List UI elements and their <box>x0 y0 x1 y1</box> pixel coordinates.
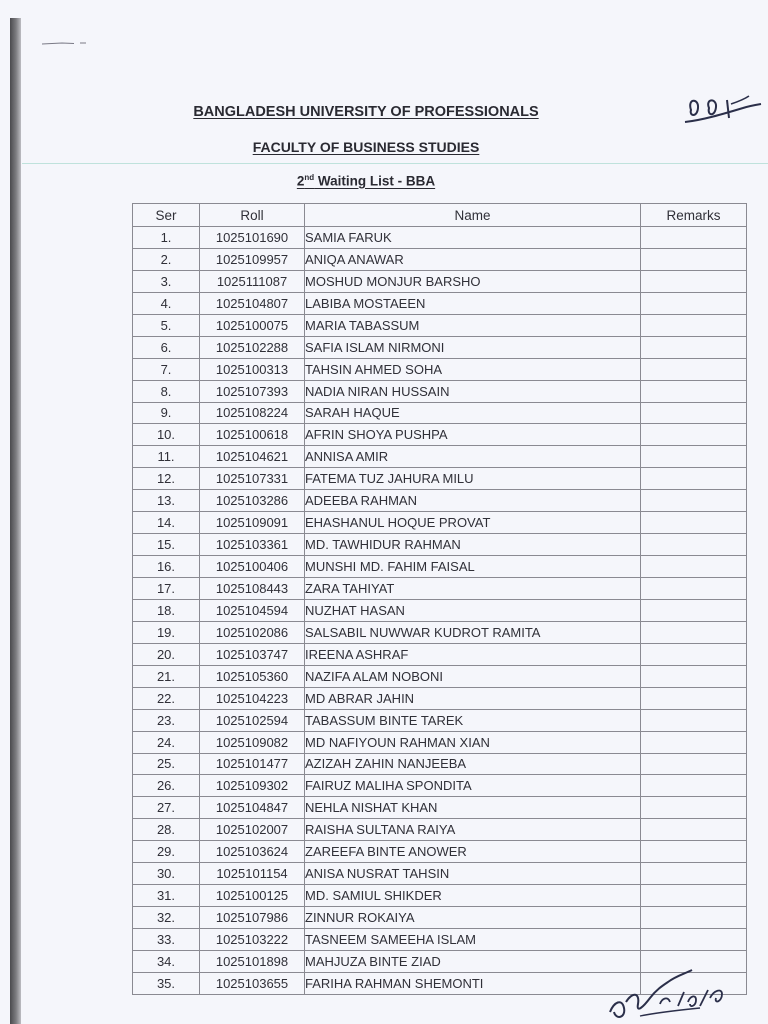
list-title-ordinal: 2 <box>296 173 305 189</box>
row-remarks <box>641 643 747 665</box>
row-serial: 14. <box>133 512 200 534</box>
row-serial: 26. <box>133 775 200 797</box>
table-row <box>133 578 747 600</box>
row-roll-number: 1025108443 <box>200 578 305 600</box>
table-row <box>133 929 747 951</box>
handwritten-page-number <box>683 92 763 134</box>
row-student-name: ZAREEFA BINTE ANOWER <box>305 841 641 863</box>
table-row <box>133 775 747 797</box>
row-student-name: AFRIN SHOYA PUSHPA <box>305 424 641 446</box>
table-row <box>133 468 747 490</box>
row-serial: 9. <box>133 402 200 424</box>
row-serial: 10. <box>133 424 200 446</box>
row-student-name: NEHLA NISHAT KHAN <box>305 797 641 819</box>
row-student-name: MD. SAMIUL SHIKDER <box>305 885 641 907</box>
row-roll-number: 1025109082 <box>200 731 305 753</box>
row-roll-number: 1025103624 <box>200 841 305 863</box>
row-remarks <box>641 424 747 446</box>
scan-binding-edge <box>10 18 21 1024</box>
table-row <box>133 512 747 534</box>
row-roll-number: 1025103286 <box>200 490 305 512</box>
row-roll-number: 1025109302 <box>200 775 305 797</box>
row-roll-number: 1025100075 <box>200 314 305 336</box>
row-remarks <box>641 446 747 468</box>
row-serial: 30. <box>133 863 200 885</box>
row-roll-number: 1025108224 <box>200 402 305 424</box>
row-serial: 25. <box>133 753 200 775</box>
list-title-rest: Waiting List - BBA <box>314 173 436 189</box>
row-student-name: NAZIFA ALAM NOBONI <box>305 665 641 687</box>
row-roll-number: 1025107986 <box>200 907 305 929</box>
table-row <box>133 599 747 621</box>
row-student-name: MD ABRAR JAHIN <box>305 687 641 709</box>
row-student-name: ANISA NUSRAT TAHSIN <box>305 863 641 885</box>
row-serial: 18. <box>133 599 200 621</box>
row-roll-number: 1025104621 <box>200 446 305 468</box>
row-roll-number: 1025111087 <box>200 270 305 292</box>
row-serial: 6. <box>133 336 200 358</box>
row-serial: 2. <box>133 248 200 270</box>
row-student-name: ANIQA ANAWAR <box>305 248 641 270</box>
row-student-name: SAFIA ISLAM NIRMONI <box>305 336 641 358</box>
row-roll-number: 1025103655 <box>200 972 305 994</box>
scan-fold-line <box>22 163 768 164</box>
row-student-name: ADEEBA RAHMAN <box>305 490 641 512</box>
faculty-title: FACULTY OF BUSINESS STUDIES <box>252 139 480 155</box>
row-student-name: NUZHAT HASAN <box>305 599 641 621</box>
table-row <box>133 358 747 380</box>
table-header-row <box>133 204 747 227</box>
row-student-name: MAHJUZA BINTE ZIAD <box>305 950 641 972</box>
row-remarks <box>641 841 747 863</box>
row-serial: 3. <box>133 270 200 292</box>
table-row <box>133 665 747 687</box>
row-serial: 35. <box>133 972 200 994</box>
row-student-name: MD NAFIYOUN RAHMAN XIAN <box>305 731 641 753</box>
row-remarks <box>641 490 747 512</box>
table-row <box>133 534 747 556</box>
row-student-name: RAISHA SULTANA RAIYA <box>305 819 641 841</box>
row-serial: 21. <box>133 665 200 687</box>
row-student-name: EHASHANUL HOQUE PROVAT <box>305 512 641 534</box>
row-roll-number: 1025102086 <box>200 621 305 643</box>
row-remarks <box>641 929 747 951</box>
row-roll-number: 1025105360 <box>200 665 305 687</box>
row-roll-number: 1025109091 <box>200 512 305 534</box>
table-row <box>133 819 747 841</box>
row-serial: 28. <box>133 819 200 841</box>
row-remarks <box>641 270 747 292</box>
row-roll-number: 1025107393 <box>200 380 305 402</box>
table-row <box>133 753 747 775</box>
row-serial: 33. <box>133 929 200 951</box>
table-row <box>133 446 747 468</box>
row-student-name: ZINNUR ROKAIYA <box>305 907 641 929</box>
row-serial: 8. <box>133 380 200 402</box>
row-roll-number: 1025100313 <box>200 358 305 380</box>
table-row <box>133 424 747 446</box>
row-remarks <box>641 512 747 534</box>
row-remarks <box>641 402 747 424</box>
row-roll-number: 1025109957 <box>200 248 305 270</box>
row-student-name: FAIRUZ MALIHA SPONDITA <box>305 775 641 797</box>
column-header-ser: Ser <box>133 204 200 227</box>
row-roll-number: 1025103222 <box>200 929 305 951</box>
row-remarks <box>641 578 747 600</box>
row-roll-number: 1025102288 <box>200 336 305 358</box>
row-serial: 16. <box>133 556 200 578</box>
row-student-name: AZIZAH ZAHIN NANJEEBA <box>305 753 641 775</box>
row-remarks <box>641 468 747 490</box>
row-roll-number: 1025101154 <box>200 863 305 885</box>
row-serial: 19. <box>133 621 200 643</box>
row-serial: 24. <box>133 731 200 753</box>
row-roll-number: 1025102007 <box>200 819 305 841</box>
row-roll-number: 1025100125 <box>200 885 305 907</box>
row-serial: 20. <box>133 643 200 665</box>
row-serial: 4. <box>133 292 200 314</box>
row-student-name: ANNISA AMIR <box>305 446 641 468</box>
row-serial: 29. <box>133 841 200 863</box>
row-remarks <box>641 753 747 775</box>
row-remarks <box>641 819 747 841</box>
list-title-suffix: nd <box>304 173 315 182</box>
row-student-name: SARAH HAQUE <box>305 402 641 424</box>
column-header-remarks: Remarks <box>641 204 747 227</box>
pen-mark <box>40 40 90 46</box>
row-student-name: MUNSHI MD. FAHIM FAISAL <box>305 556 641 578</box>
row-roll-number: 1025102594 <box>200 709 305 731</box>
table-row <box>133 490 747 512</box>
table-row <box>133 841 747 863</box>
row-serial: 5. <box>133 314 200 336</box>
row-roll-number: 1025104223 <box>200 687 305 709</box>
row-remarks <box>641 556 747 578</box>
table-row <box>133 314 747 336</box>
row-remarks <box>641 885 747 907</box>
table-row <box>133 227 747 249</box>
row-remarks <box>641 380 747 402</box>
row-remarks <box>641 863 747 885</box>
table-row <box>133 907 747 929</box>
row-roll-number: 1025104594 <box>200 599 305 621</box>
row-roll-number: 1025104847 <box>200 797 305 819</box>
row-serial: 15. <box>133 534 200 556</box>
table-row <box>133 248 747 270</box>
row-serial: 1. <box>133 227 200 249</box>
row-student-name: MD. TAWHIDUR RAHMAN <box>305 534 641 556</box>
row-serial: 17. <box>133 578 200 600</box>
row-roll-number: 1025101690 <box>200 227 305 249</box>
row-serial: 13. <box>133 490 200 512</box>
row-student-name: MARIA TABASSUM <box>305 314 641 336</box>
table-row <box>133 863 747 885</box>
row-student-name: NADIA NIRAN HUSSAIN <box>305 380 641 402</box>
row-student-name: TABASSUM BINTE TAREK <box>305 709 641 731</box>
row-student-name: FARIHA RAHMAN SHEMONTI <box>305 972 641 994</box>
column-header-name: Name <box>305 204 641 227</box>
row-serial: 32. <box>133 907 200 929</box>
row-serial: 31. <box>133 885 200 907</box>
row-student-name: SAMIA FARUK <box>305 227 641 249</box>
table-row <box>133 885 747 907</box>
row-roll-number: 1025103747 <box>200 643 305 665</box>
row-roll-number: 1025104807 <box>200 292 305 314</box>
list-title <box>0 173 750 189</box>
table-row <box>133 687 747 709</box>
row-remarks <box>641 687 747 709</box>
row-serial: 22. <box>133 687 200 709</box>
waiting-list-table <box>132 203 747 995</box>
table-row <box>133 709 747 731</box>
row-remarks <box>641 227 747 249</box>
university-title: BANGLADESH UNIVERSITY OF PROFESSIONALS <box>193 104 539 120</box>
row-student-name: SALSABIL NUWWAR KUDROT RAMITA <box>305 621 641 643</box>
row-serial: 34. <box>133 950 200 972</box>
table-row <box>133 797 747 819</box>
row-remarks <box>641 665 747 687</box>
row-remarks <box>641 599 747 621</box>
row-student-name: TASNEEM SAMEEHA ISLAM <box>305 929 641 951</box>
table-row <box>133 643 747 665</box>
row-roll-number: 1025100406 <box>200 556 305 578</box>
row-remarks <box>641 797 747 819</box>
row-roll-number: 1025101898 <box>200 950 305 972</box>
row-roll-number: 1025107331 <box>200 468 305 490</box>
row-remarks <box>641 314 747 336</box>
row-remarks <box>641 731 747 753</box>
row-remarks <box>641 534 747 556</box>
row-remarks <box>641 907 747 929</box>
row-serial: 11. <box>133 446 200 468</box>
column-header-roll: Roll <box>200 204 305 227</box>
row-student-name: LABIBA MOSTAEEN <box>305 292 641 314</box>
row-serial: 12. <box>133 468 200 490</box>
row-remarks <box>641 709 747 731</box>
row-remarks <box>641 621 747 643</box>
table-row <box>133 621 747 643</box>
row-remarks <box>641 358 747 380</box>
table-row <box>133 292 747 314</box>
row-remarks <box>641 336 747 358</box>
row-serial: 27. <box>133 797 200 819</box>
row-remarks <box>641 775 747 797</box>
row-remarks <box>641 292 747 314</box>
row-remarks <box>641 248 747 270</box>
handwritten-signature <box>600 962 750 1024</box>
table-row <box>133 380 747 402</box>
row-student-name: TAHSIN AHMED SOHA <box>305 358 641 380</box>
row-serial: 23. <box>133 709 200 731</box>
row-roll-number: 1025100618 <box>200 424 305 446</box>
row-serial: 7. <box>133 358 200 380</box>
table-row <box>133 336 747 358</box>
row-student-name: ZARA TAHIYAT <box>305 578 641 600</box>
row-student-name: IREENA ASHRAF <box>305 643 641 665</box>
row-student-name: MOSHUD MONJUR BARSHO <box>305 270 641 292</box>
row-roll-number: 1025101477 <box>200 753 305 775</box>
table-row <box>133 556 747 578</box>
table-row <box>133 402 747 424</box>
table-row <box>133 270 747 292</box>
table-body <box>133 227 747 995</box>
row-student-name: FATEMA TUZ JAHURA MILU <box>305 468 641 490</box>
row-roll-number: 1025103361 <box>200 534 305 556</box>
table-row <box>133 731 747 753</box>
